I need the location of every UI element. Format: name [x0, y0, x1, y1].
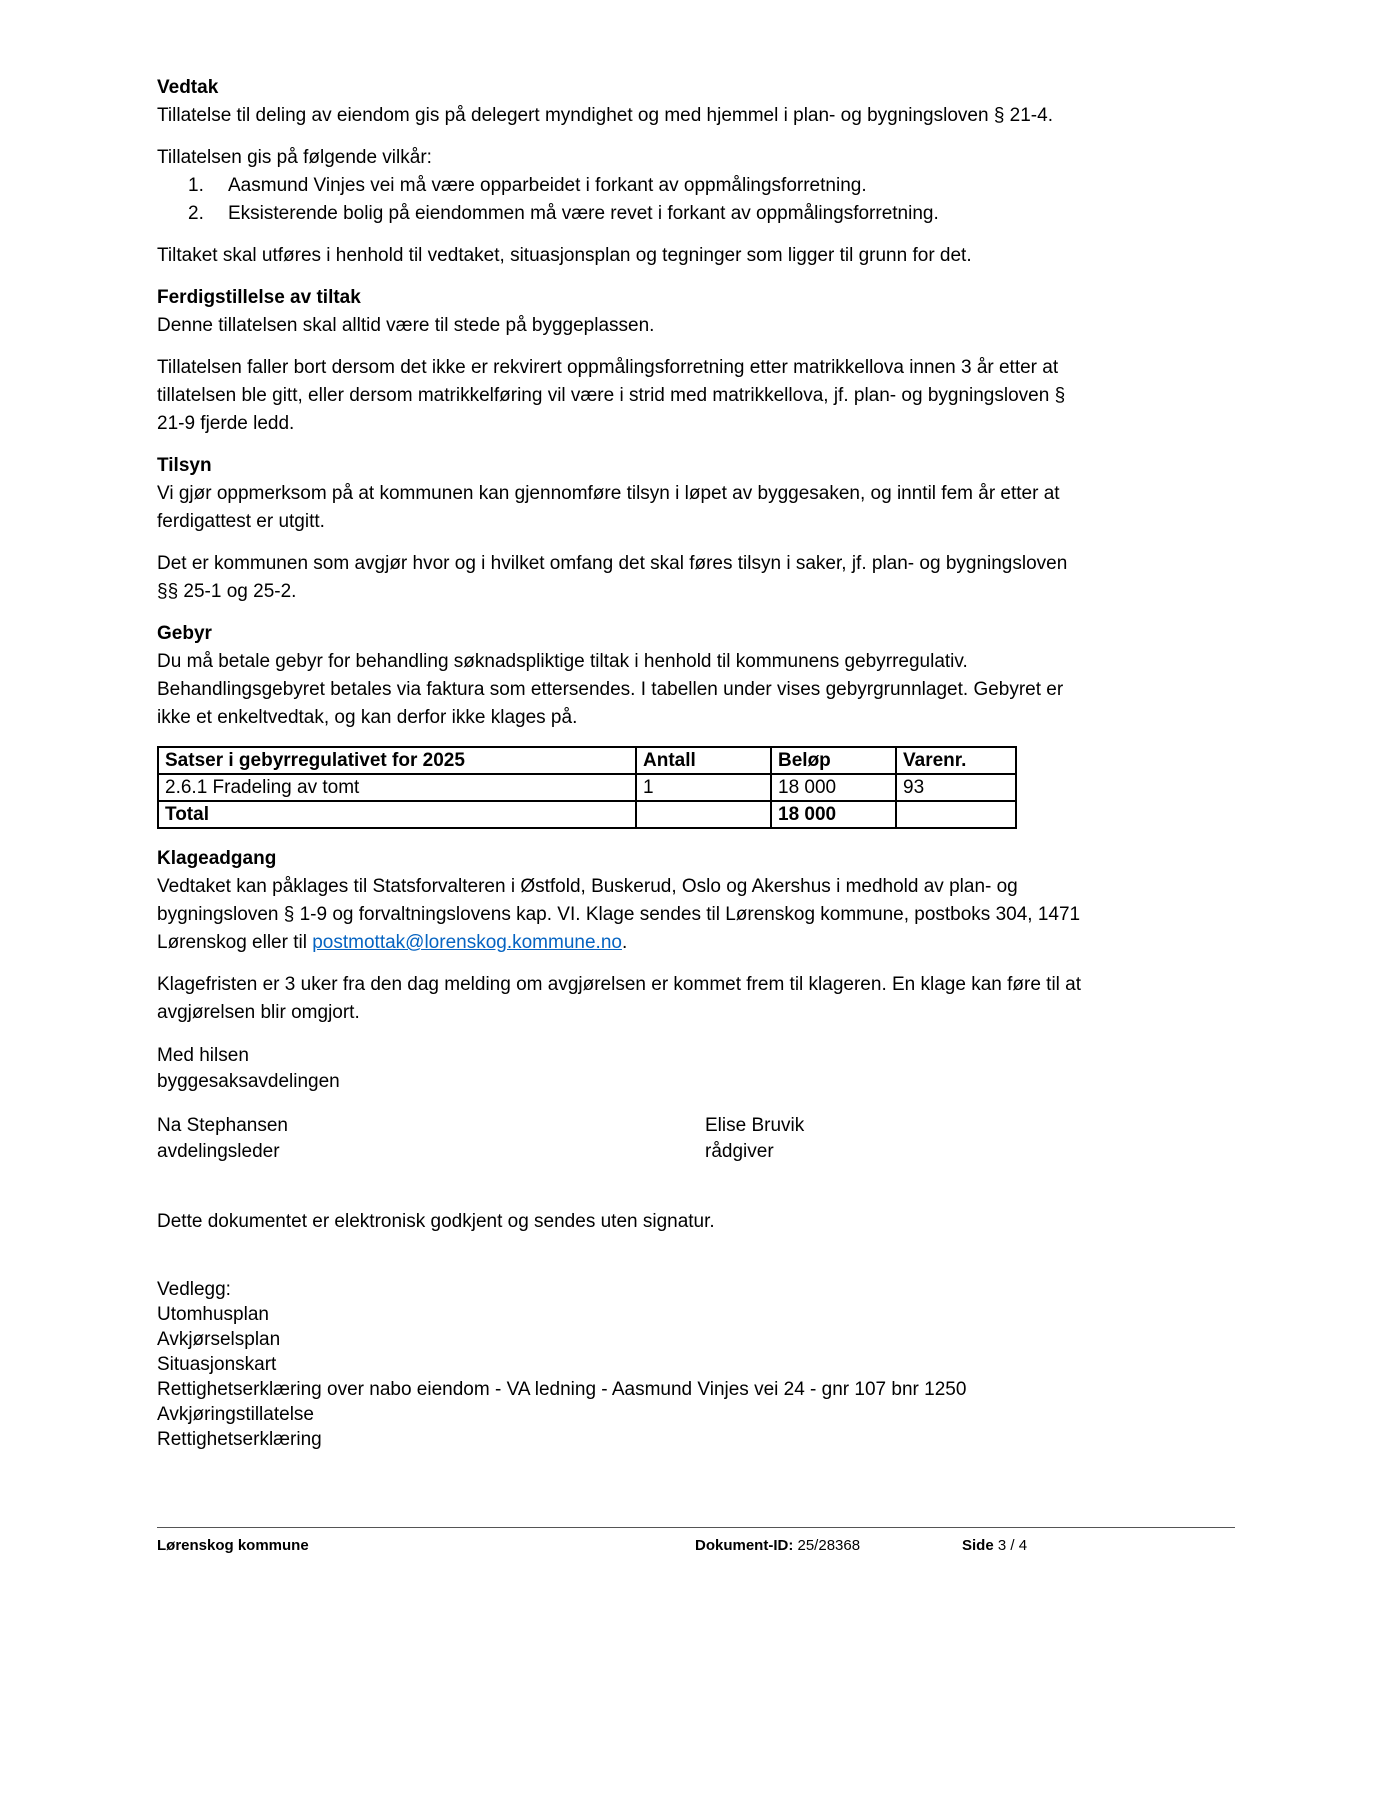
attachment-item: Rettighetserklæring over nabo eiendom - VA ledning - Aasmund Vinjes vei 24 - gnr 107 bnr 1250 — [157, 1379, 967, 1400]
attachment-item: Avkjørselsplan — [157, 1329, 281, 1350]
signatory-name-right: Elise Bruvik — [705, 1115, 805, 1136]
signatories — [157, 1113, 1082, 1165]
fee-table-total-row — [158, 801, 1016, 828]
fee-table — [157, 746, 1017, 829]
section-heading-gebyr: Gebyr — [157, 623, 212, 644]
klageadgang-text-before-link: Vedtaket kan påklages til Statsforvalteren i Østfold, Buskerud, Oslo og Akershus i medhold av plan- og bygningsloven § 1-9 og forvaltningslovens kap. VI. Klage sendes til Lørenskog kommune, postboks 304, 1471 Lørenskog eller til — [157, 876, 1081, 953]
document-body — [157, 74, 1082, 1452]
fee-table-header-itemno: Varenr. — [896, 747, 1016, 774]
attachment-item: Situasjonskart — [157, 1354, 277, 1375]
fee-cell-itemno: 93 — [896, 774, 1016, 801]
email-link[interactable]: postmottak@lorenskog.kommune.no — [312, 932, 622, 953]
footer-document-id — [695, 1537, 860, 1555]
fee-table-header-row — [158, 747, 1016, 774]
footer-document-id-value: 25/28368 — [797, 1537, 861, 1554]
conditions-list — [157, 172, 1082, 228]
list-number: 2. — [188, 203, 204, 224]
attachment-item: Utomhusplan — [157, 1304, 269, 1325]
footer-document-id-label: Dokument-ID: — [695, 1537, 794, 1554]
condition-item-2 — [188, 200, 1082, 228]
signatory-name-left: Na Stephansen — [157, 1115, 288, 1136]
signatory-left — [157, 1113, 705, 1165]
fee-cell-quantity: 1 — [636, 774, 771, 801]
gebyr-paragraph-1: Du må betale gebyr for behandling søknadspliktige tiltak i henhold til kommunens gebyrregulativ. Behandlingsgebyret betales via faktura som ettersendes. I tabellen under vises gebyrgrunnlaget. Gebyret er ikke et enkeltvedtak, og kan derfor ikke klages på. — [157, 651, 1064, 728]
fee-total-quantity — [636, 801, 771, 828]
ferdigstillelse-paragraph-2: Tillatelsen faller bort dersom det ikke er rekvirert oppmålingsforretning etter matrikkellova innen 3 år etter at tillatelsen ble gitt, eller dersom matrikkelføring vil være i strid med matrikkellova, jf. plan- og bygningsloven § 21-9 fjerde ledd. — [157, 357, 1066, 434]
attachments-section — [157, 1277, 1082, 1452]
fee-table-header-quantity: Antall — [636, 747, 771, 774]
vedtak-paragraph-2: Tiltaket skal utføres i henhold til vedtaket, situasjonsplan og tegninger som ligger til grunn for det. — [157, 245, 972, 266]
attachment-item: Rettighetserklæring — [157, 1429, 322, 1450]
list-text: Aasmund Vinjes vei må være opparbeidet i forkant av oppmålingsforretning. — [228, 175, 867, 196]
tilsyn-paragraph-1: Vi gjør oppmerksom på at kommunen kan gjennomføre tilsyn i løpet av byggesaken, og inntil fem år etter at ferdigattest er utgitt. — [157, 483, 1060, 532]
attachment-item: Avkjøringstillatelse — [157, 1404, 314, 1425]
signatory-right — [705, 1113, 1082, 1165]
ferdigstillelse-paragraph-1: Denne tillatelsen skal alltid være til stede på byggeplassen. — [157, 315, 655, 336]
footer-page-value: 3 / 4 — [997, 1537, 1028, 1554]
footer-divider — [157, 1528, 1235, 1558]
klageadgang-paragraph-2: Klagefristen er 3 uker fra den dag melding om avgjørelsen er kommet frem til klageren. En klage kan føre til at avgjørelsen blir omgjort. — [157, 974, 1082, 1023]
footer-page-label: Side — [962, 1537, 994, 1554]
signature-greeting: Med hilsen — [157, 1045, 249, 1066]
section-heading-tilsyn: Tilsyn — [157, 455, 212, 476]
footer-organization: Lørenskog kommune — [157, 1537, 309, 1554]
condition-item-1 — [188, 172, 1082, 200]
page-footer — [157, 1527, 1235, 1558]
tilsyn-paragraph-2: Det er kommunen som avgjør hvor og i hvilket omfang det skal føres tilsyn i saker, jf. plan- og bygningsloven §§ 25-1 og 25-2. — [157, 553, 1068, 602]
fee-total-itemno — [896, 801, 1016, 828]
signature-block — [157, 1043, 1082, 1095]
klageadgang-paragraph-1 — [157, 873, 1082, 957]
klageadgang-text-after-link: . — [621, 932, 628, 953]
section-heading-ferdigstillelse: Ferdigstillelse av tiltak — [157, 287, 361, 308]
signature-department: byggesaksavdelingen — [157, 1071, 340, 1092]
signatory-title-left: avdelingsleder — [157, 1141, 280, 1162]
footer-page-number — [962, 1537, 1027, 1555]
fee-total-amount: 18 000 — [771, 801, 896, 828]
vedtak-conditions-intro: Tillatelsen gis på følgende vilkår: — [157, 147, 432, 168]
fee-cell-amount: 18 000 — [771, 774, 896, 801]
section-heading-klageadgang: Klageadgang — [157, 848, 277, 869]
fee-table-header-amount: Beløp — [771, 747, 896, 774]
fee-total-label: Total — [158, 801, 636, 828]
fee-table-row — [158, 774, 1016, 801]
fee-table-header-rates: Satser i gebyrregulativet for 2025 — [158, 747, 636, 774]
fee-cell-description: 2.6.1 Fradeling av tomt — [158, 774, 636, 801]
signatory-title-right: rådgiver — [705, 1141, 774, 1162]
list-number: 1. — [188, 175, 204, 196]
attachments-label: Vedlegg: — [157, 1279, 231, 1300]
list-text: Eksisterende bolig på eiendommen må være revet i forkant av oppmålingsforretning. — [228, 203, 939, 224]
vedtak-paragraph-1: Tillatelse til deling av eiendom gis på delegert myndighet og med hjemmel i plan- og bygningsloven § 21-4. — [157, 105, 1053, 126]
electronic-signature-note: Dette dokumentet er elektronisk godkjent og sendes uten signatur. — [157, 1211, 715, 1232]
section-heading-vedtak: Vedtak — [157, 77, 219, 98]
